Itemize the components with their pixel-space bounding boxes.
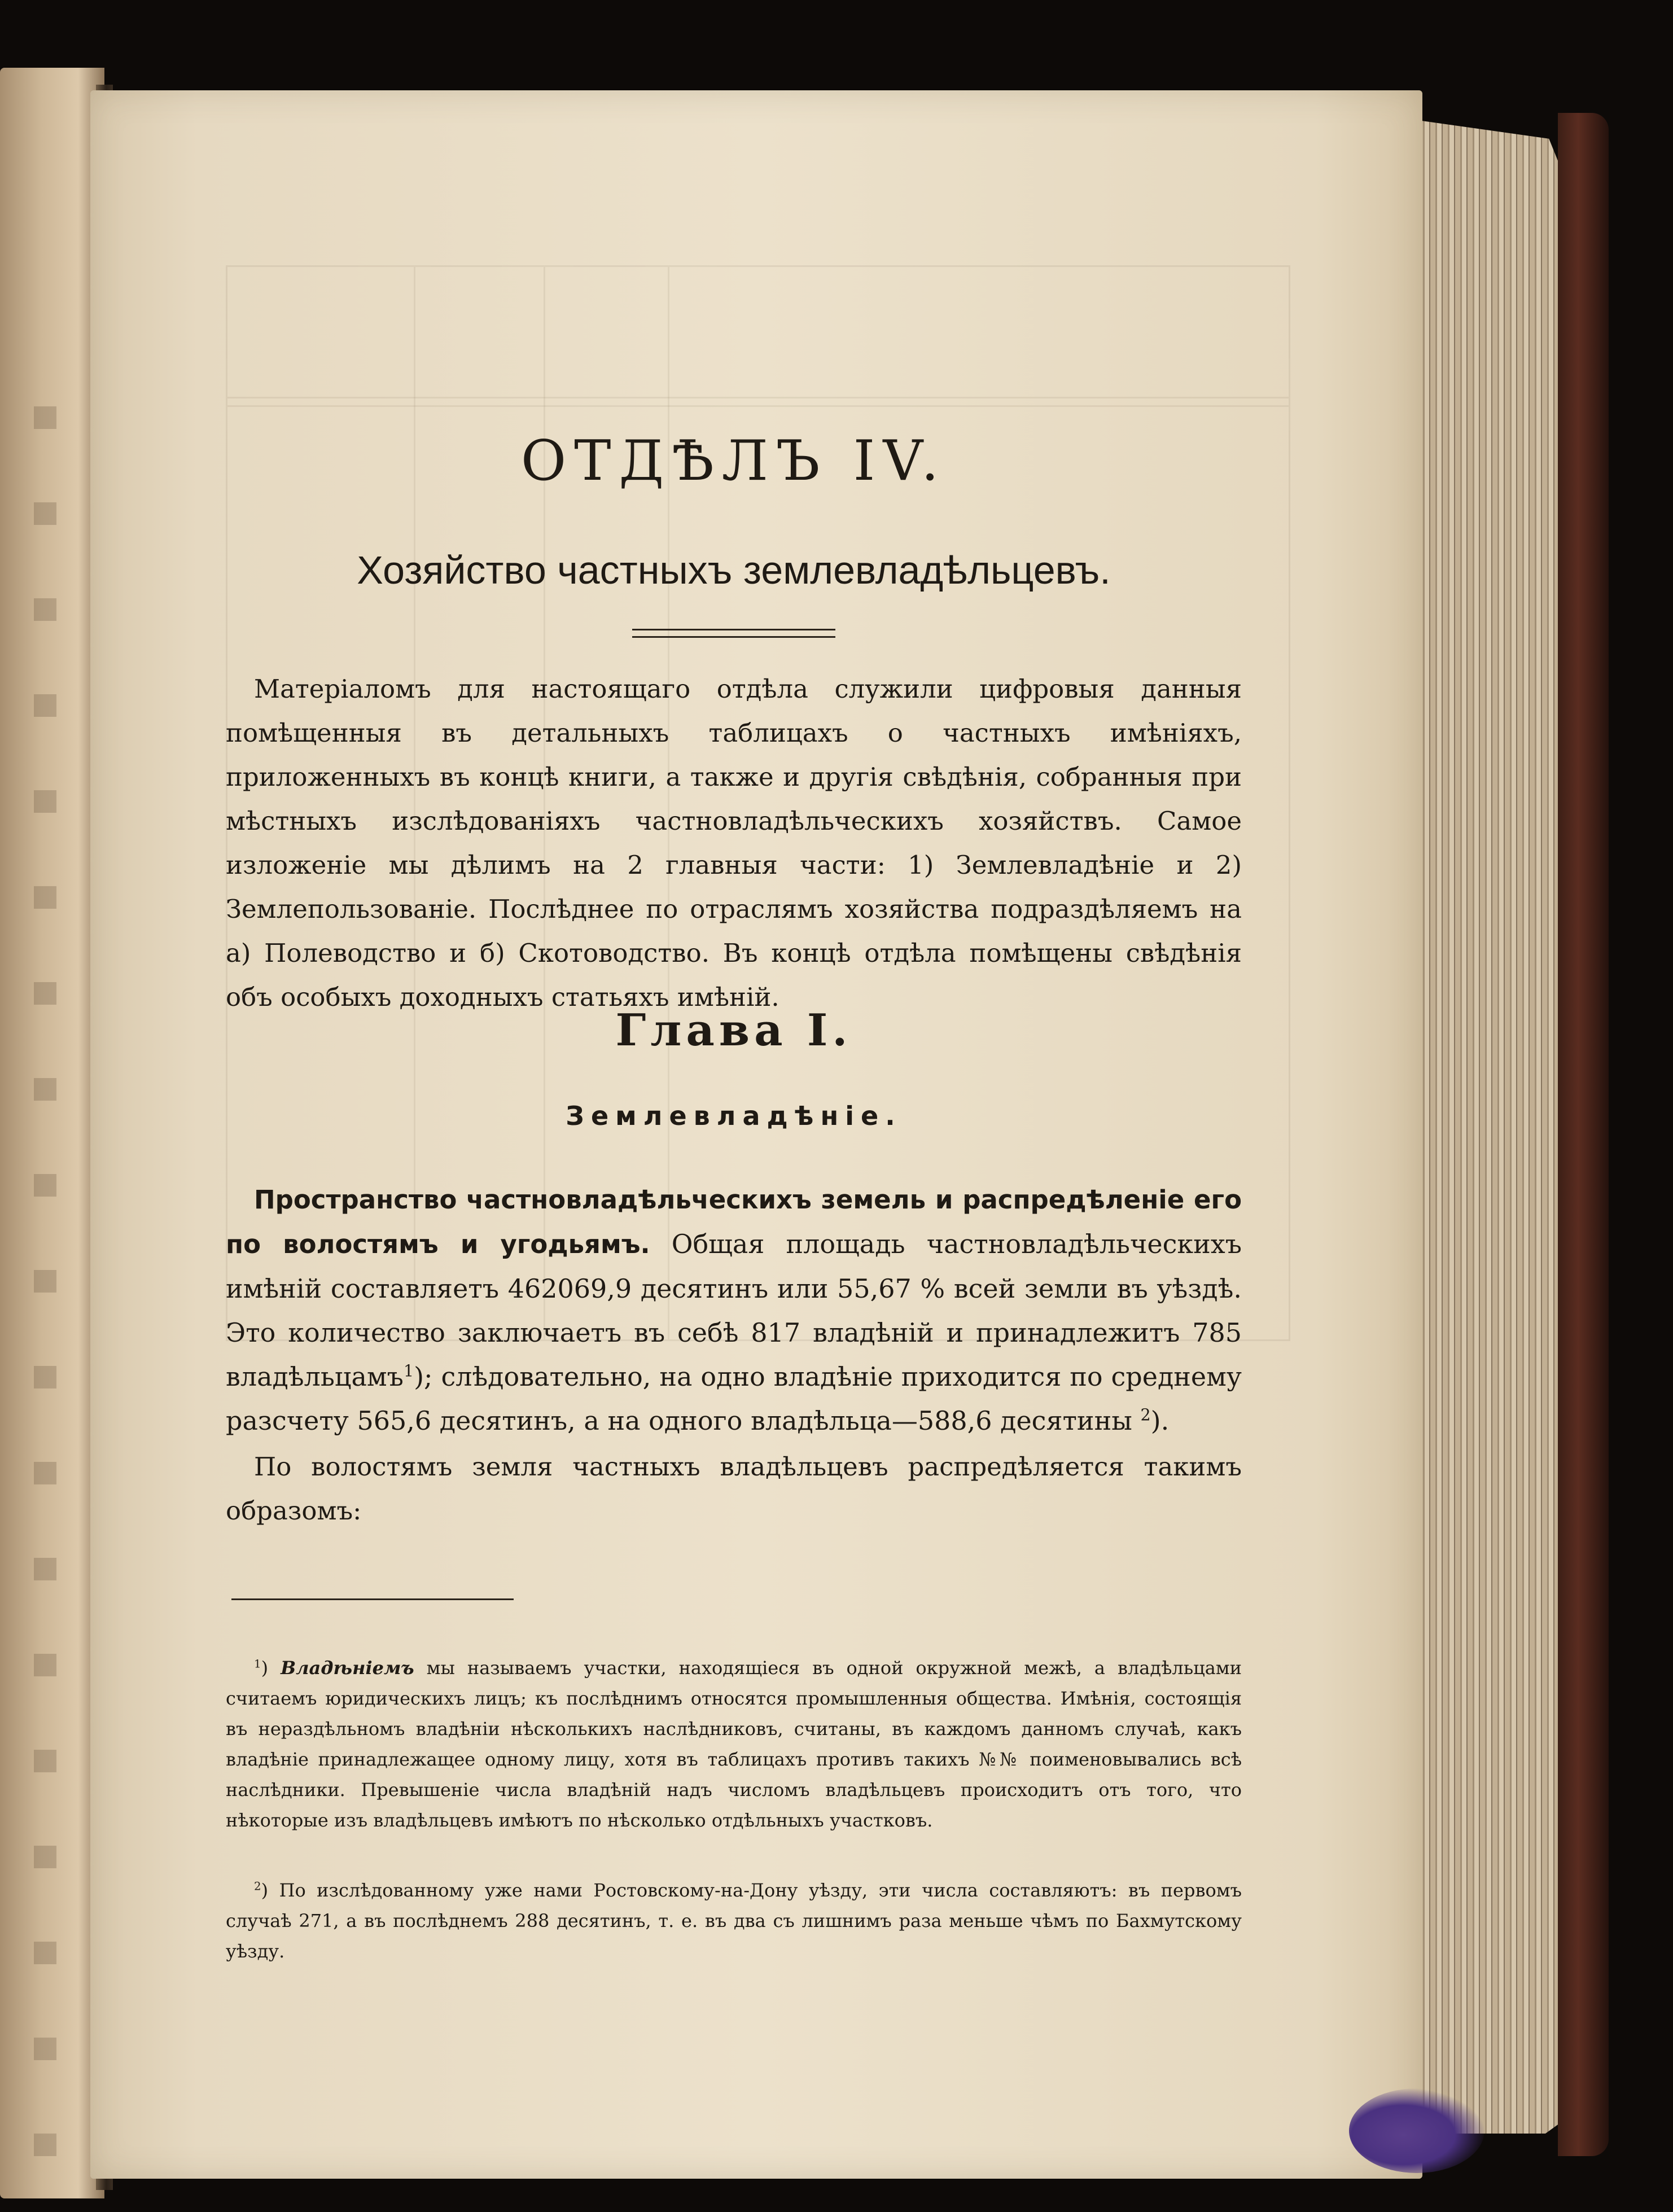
facing-page-text-shadow [34,406,56,2156]
footnote-term: Владѣніемъ [281,1657,414,1679]
book-cover-edge [1558,113,1609,2156]
facing-page-edge [0,68,104,2198]
page-content [226,0,1242,2212]
ink-stain [1349,2088,1484,2173]
paragraph-text: . [1160,1405,1170,1436]
footnote-marker: 2 [254,1880,261,1893]
paragraph-text: ; слѣдовательно, на одно владѣніе приходится по среднему разсчету 565,6 десятинъ, а на одного владѣльца—588,6 десятины [226,1361,1242,1436]
chapter-title: Глава I. [615,1005,852,1056]
page-stack-edges [1405,119,1580,2134]
footnote-2: $^2$) По изслѣдованному уже нами Ростовскому-на-Дону уѣзду, эти числа составляютъ: въ первомъ случаѣ 271, а въ послѣднемъ 288 десятинъ, т. е. въ два съ лишнимъ раза меньше чѣмъ по Бахмутскому уѣзду. [226,1880,1242,1962]
distribution-paragraph: По волостямъ земля частныхъ владѣльцевъ распредѣляется такимъ образомъ: [226,1452,1242,1526]
main-paragraph: Пространство частновладѣльческихъ земель и распредѣленіе его по волостямъ и угодьямъ. Общая площадь частновладѣльческихъ имѣній составляетъ 462069,9 десятинъ или 55,67 % всей земли въ уѣздѣ. Это количество заключаетъ въ себѣ 817 владѣній и принадлежитъ 785 владѣльцамъ$^1$); слѣдовательно, на одно владѣніе приходится по среднему разсчету 565,6 десятинъ, а на одного владѣльца—588,6 десятины $^2$). [226,1185,1242,1436]
footnote-text: По изслѣдованному уже нами Ростовскому-на-Дону уѣзду, эти числа составляютъ: въ первомъ случаѣ 271, а въ послѣднемъ 288 десятинъ, т. е. въ два съ лишнимъ раза меньше чѣмъ по Бахмутскому уѣзду. [226,1880,1242,1962]
footnote-ref-1: 1 [403,1361,414,1381]
footnote-divider [231,1598,514,1600]
chapter-subtitle: Землевладѣніе. [566,1101,902,1131]
paragraph-lead: Пространство частновладѣльческихъ земель и распредѣленіе его по волостямъ и угодьямъ. [226,1185,1242,1259]
title-divider [632,629,835,638]
section-title: ОТДѢЛЪ IV. [520,429,947,493]
paragraph-text: Общая площадь частновладѣльческихъ имѣній составляетъ 462069,9 десятинъ или 55,67 % всей земли въ уѣздѣ. Это количество заключаетъ въ себѣ 817 владѣній и принадлежитъ 785 владѣльцамъ [226,1229,1242,1392]
intro-paragraph: Матеріаломъ для настоящаго отдѣла служили цифровыя данныя помѣщенныя въ детальныхъ таблицахъ о частныхъ имѣніяхъ, приложенныхъ въ концѣ книги, а также и другія свѣдѣнія, собранныя при мѣстныхъ изслѣдованіяхъ частновладѣльческихъ хозяйствъ. Самое изложеніе мы дѣлимъ на 2 главныя части: 1) Землевладѣніе и 2) Землепользованіе. Послѣднее по отраслямъ хозяйства подраздѣляемъ на а) Полеводство и б) Скотоводство. Въ концѣ отдѣла помѣщены свѣдѣнія объ особыхъ доходныхъ статьяхъ имѣній. [226,674,1242,1012]
footnote-ref-2: 2 [1140,1405,1151,1425]
footnote-1: $^1$) Владѣніемъ мы называемъ участки, находящіеся въ одной окружной межѣ, а владѣльцами считаемъ юридическихъ лицъ; къ послѣднимъ относятся промышленныя общества. Имѣнія, состоящія въ нераздѣльномъ владѣніи нѣсколькихъ наслѣдниковъ, считаны, въ каждомъ данномъ случаѣ, какъ владѣніе принадлежащее одному лицу, хотя въ таблицахъ противъ такихъ №№ поименовывались всѣ наслѣдники. Превышеніе числа владѣній надъ числомъ владѣльцевъ происходитъ отъ того, что нѣкоторые изъ владѣльцевъ имѣютъ по нѣсколько отдѣльныхъ участковъ. [226,1657,1242,1831]
footnote-text: мы называемъ участки, находящіеся въ одной окружной межѣ, а владѣльцами считаемъ юридическихъ лицъ; къ послѣднимъ относятся промышленныя общества. Имѣнія, состоящія въ нераздѣльномъ владѣніи нѣсколькихъ наслѣдниковъ, считаны, въ каждомъ данномъ случаѣ, какъ владѣніе принадлежащее одному лицу, хотя въ таблицахъ противъ такихъ №№ поименовывались всѣ наслѣдники. Превышеніе числа владѣній надъ числомъ владѣльцевъ происходитъ отъ того, что нѣкоторые изъ владѣльцевъ имѣютъ по нѣсколько отдѣльныхъ участковъ. [226,1657,1242,1831]
footnote-marker: 1 [254,1657,261,1671]
section-subtitle: Хозяйство частныхъ землевладѣльцевъ. [357,548,1111,592]
